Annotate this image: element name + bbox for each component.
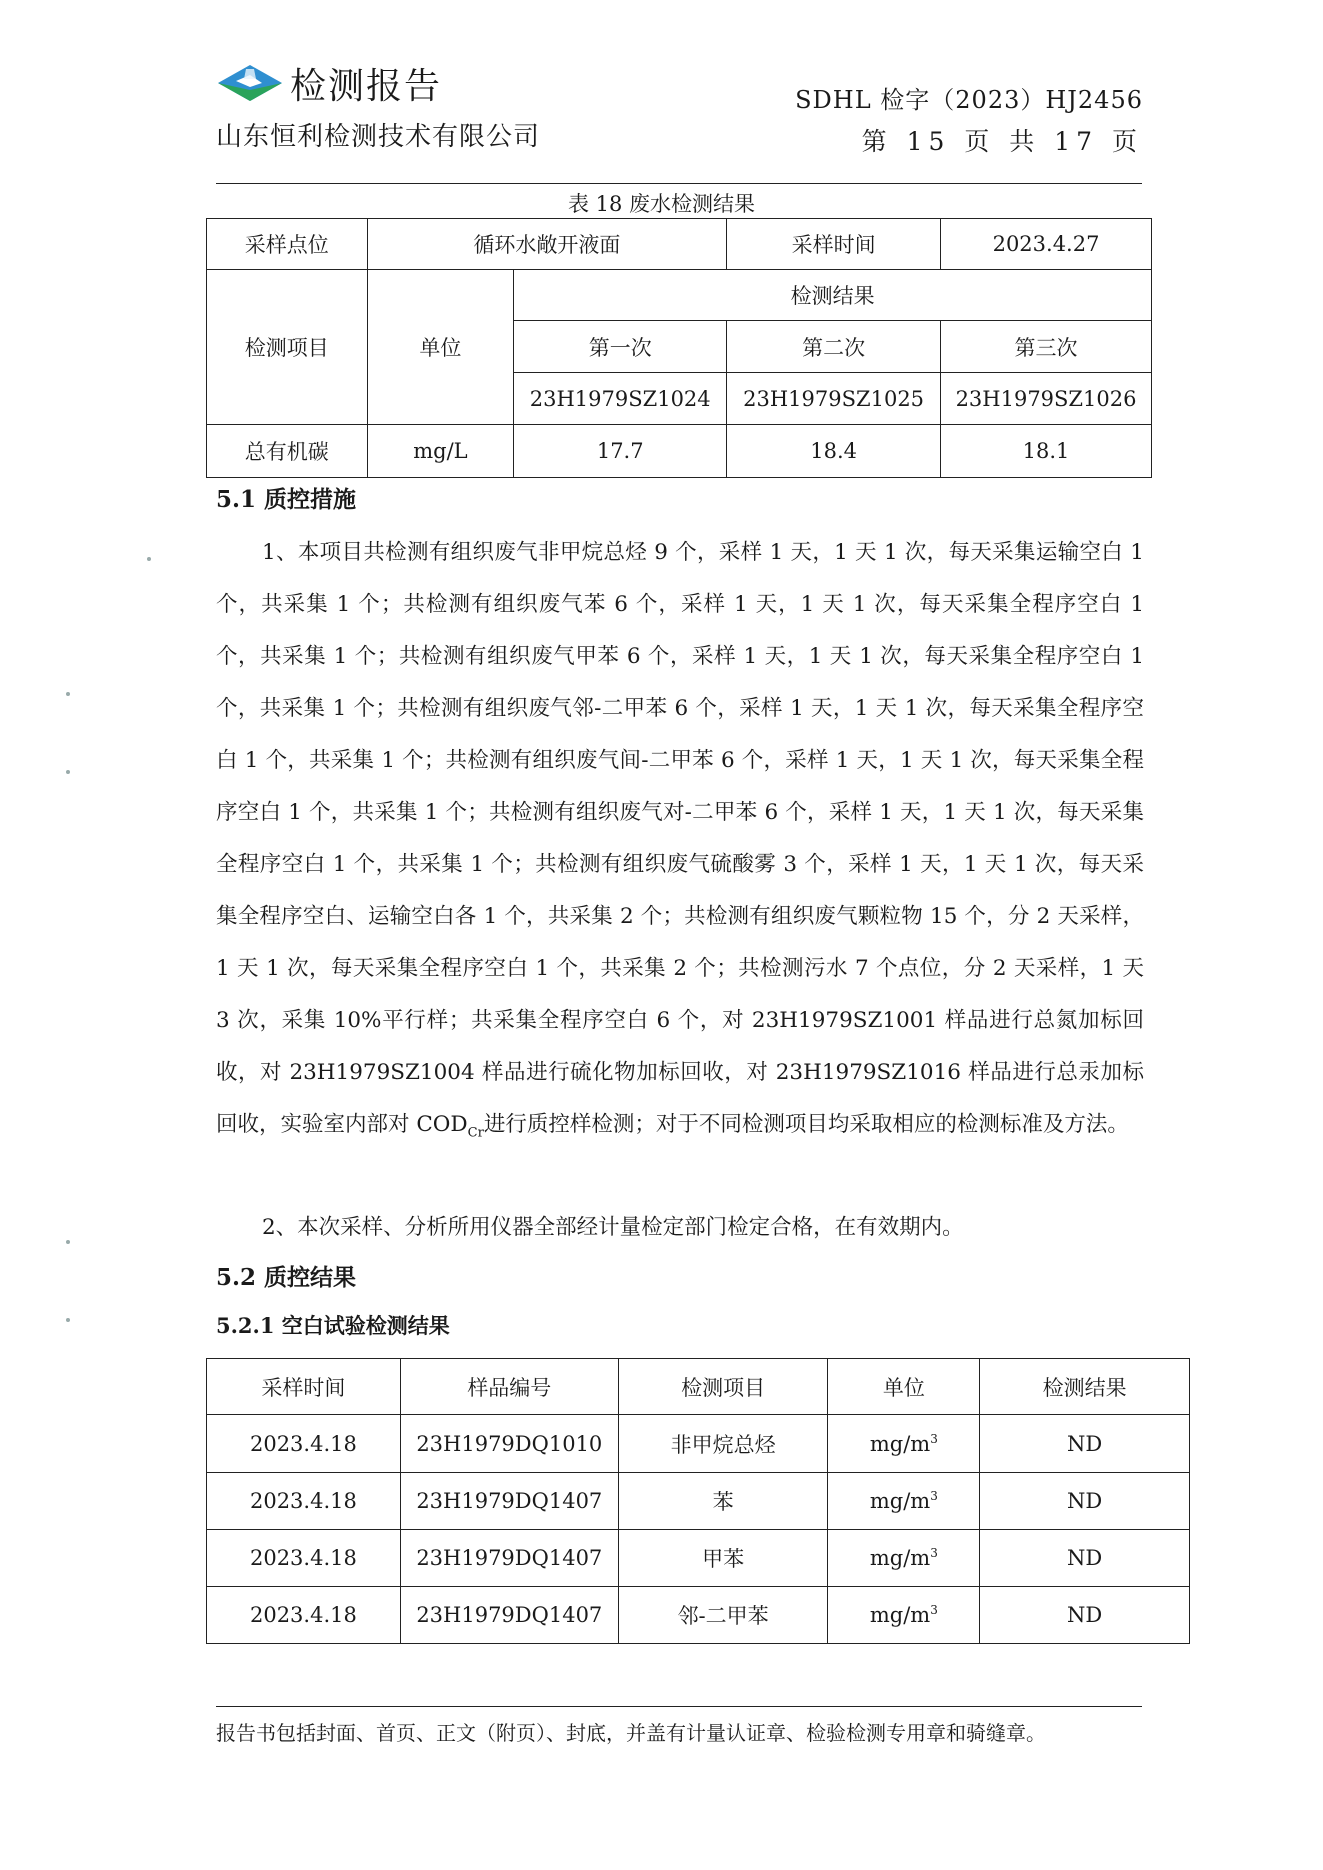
scan-speck xyxy=(66,1318,70,1322)
results-header: 检测结果 xyxy=(514,270,1152,321)
test-result: ND xyxy=(980,1530,1190,1587)
report-title: 检测报告 xyxy=(290,65,443,107)
run-header: 第三次 xyxy=(941,321,1152,373)
test-result: ND xyxy=(980,1415,1190,1473)
column-header: 单位 xyxy=(828,1359,980,1415)
item-name: 总有机碳 xyxy=(207,425,368,478)
table-row xyxy=(207,1530,1190,1587)
sample-number: 23H1979DQ1010 xyxy=(400,1415,618,1473)
wastewater-results-table xyxy=(206,218,1152,478)
table-row xyxy=(207,270,1152,321)
sampling-date: 2023.4.18 xyxy=(207,1530,401,1587)
document-number: SDHL 检字（2023）HJ2456 xyxy=(795,86,1143,114)
column-header: 检测项目 xyxy=(618,1359,828,1415)
test-item: 邻-二甲苯 xyxy=(618,1587,828,1644)
column-header: 检测结果 xyxy=(980,1359,1190,1415)
unit-exponent: 3 xyxy=(930,1489,938,1503)
unit xyxy=(828,1415,980,1473)
paragraph-1 xyxy=(216,527,1144,1159)
sampling-time-value: 2023.4.27 xyxy=(941,219,1152,270)
run-header: 第一次 xyxy=(514,321,727,373)
section-heading-5-2: 5.2 质控结果 xyxy=(216,1264,357,1291)
sampling-date: 2023.4.18 xyxy=(207,1415,401,1473)
sample-id: 23H1979SZ1026 xyxy=(941,373,1152,425)
footer-divider xyxy=(216,1706,1142,1707)
table-caption: 表 18 废水检测结果 xyxy=(567,192,756,216)
company-name: 山东恒利检测技术有限公司 xyxy=(216,122,541,152)
test-result: ND xyxy=(980,1473,1190,1530)
paragraph-1-tail: 进行质控样检测；对于不同检测项目均采取相应的检测标准及方法。 xyxy=(483,1112,1129,1137)
table-header-row xyxy=(207,1359,1190,1415)
table-row xyxy=(207,219,1152,270)
unit-exponent: 3 xyxy=(930,1603,938,1617)
sampling-time-label: 采样时间 xyxy=(727,219,941,270)
section-5-1-body-2 xyxy=(216,1208,1144,1248)
run-header: 第二次 xyxy=(727,321,941,373)
sample-number: 23H1979DQ1407 xyxy=(400,1473,618,1530)
sampling-point-value: 循环水敞开液面 xyxy=(367,219,727,270)
unit-base: mg/m xyxy=(869,1489,931,1513)
table-row xyxy=(207,1587,1190,1644)
blank-test-results-table xyxy=(206,1358,1190,1644)
header-divider xyxy=(216,183,1142,184)
test-item: 甲苯 xyxy=(618,1530,828,1587)
section-5-1-body xyxy=(216,527,1144,1159)
column-header: 采样时间 xyxy=(207,1359,401,1415)
column-header: 样品编号 xyxy=(400,1359,618,1415)
test-item: 苯 xyxy=(618,1473,828,1530)
sampling-date: 2023.4.18 xyxy=(207,1473,401,1530)
sample-number: 23H1979DQ1407 xyxy=(400,1587,618,1644)
result-value: 18.4 xyxy=(727,425,941,478)
paragraph-2: 2、本次采样、分析所用仪器全部经计量检定部门检定合格，在有效期内。 xyxy=(262,1215,964,1240)
unit-exponent: 3 xyxy=(930,1546,938,1560)
unit xyxy=(828,1587,980,1644)
sample-number: 23H1979DQ1407 xyxy=(400,1530,618,1587)
table-row xyxy=(207,425,1152,478)
cod-subscript: Cr xyxy=(467,1125,484,1141)
test-result: ND xyxy=(980,1587,1190,1644)
unit-exponent: 3 xyxy=(930,1431,938,1446)
item-unit: mg/L xyxy=(367,425,514,478)
sampling-point-label: 采样点位 xyxy=(207,219,368,270)
unit-base: mg/m xyxy=(869,1603,931,1627)
item-header: 检测项目 xyxy=(207,270,368,425)
page-number: 第 15 页 共 17 页 xyxy=(861,127,1143,156)
unit-base: mg/m xyxy=(869,1546,931,1570)
unit-header: 单位 xyxy=(367,270,514,425)
table-row xyxy=(207,1473,1190,1530)
section-heading-5-1: 5.1 质控措施 xyxy=(216,486,357,513)
report-header xyxy=(216,58,442,108)
result-value: 17.7 xyxy=(514,425,727,478)
sampling-date: 2023.4.18 xyxy=(207,1587,401,1644)
unit xyxy=(828,1473,980,1530)
section-heading-5-2-1: 5.2.1 空白试验检测结果 xyxy=(216,1313,450,1338)
test-item: 非甲烷总烃 xyxy=(618,1415,828,1473)
scan-speck xyxy=(66,1240,70,1244)
sample-id: 23H1979SZ1025 xyxy=(727,373,941,425)
table-row xyxy=(207,1415,1190,1473)
scan-speck xyxy=(147,557,151,561)
scan-speck xyxy=(66,692,70,696)
sample-id: 23H1979SZ1024 xyxy=(514,373,727,425)
unit-base: mg/m xyxy=(869,1431,931,1456)
unit xyxy=(828,1530,980,1587)
scan-speck xyxy=(66,770,70,774)
footer-note: 报告书包括封面、首页、正文（附页）、封底，并盖有计量认证章、检验检测专用章和骑缝章。 xyxy=(216,1721,1046,1745)
result-value: 18.1 xyxy=(941,425,1152,478)
paragraph-1-text: 1、本项目共检测有组织废气非甲烷总烃 9 个，采样 1 天，1 天 1 次，每天采集运输空白 1 个，共采集 1 个；共检测有组织废气苯 6 个，采样 1 天，1 天 1 次，每天采集全程序空白 1 个，共采集 1 个；共检测有组织废气甲苯 6 个，采样 1 天，1 天 1 次，每天采集全程序空白 1 个，共采集 1 个；共检测有组织废气邻-二甲苯 6 个，采样 1 天，1 天 1 次，每天采集全程序空白 1 个，共采集 1 个；共检测有组织废气间-二甲苯 6 个，采样 1 天，1 天 1 次，每天采集全程序空白 1 个，共采集 1 个；共检测有组织废气对-二甲苯 6 个，采样 1 天，1 天 1 次，每天采集全程序空白 1 个，共采集 1 个；共检测有组织废气硫酸雾 3 个，采样 1 天，1 天 1 次，每天采集全程序空白、运输空白各 1 个，共采集 2 个；共检测有组织废气颗粒物 15 个，分 2 天采样，1 天 1 次，每天采集全程序空白 1 个，共采集 2 个；共检测污水 7 个点位，分 2 天采样，1 天 3 次，采集 10%平行样；共采集全程序空白 6 个，对 23H1979SZ1001 样品进行总氮加标回收，对 23H1979SZ1004 样品进行硫化物加标回收，对 23H1979SZ1016 样品进行总汞加标回收，实验室内部对 COD xyxy=(216,540,1144,1137)
company-logo-icon xyxy=(216,63,284,103)
